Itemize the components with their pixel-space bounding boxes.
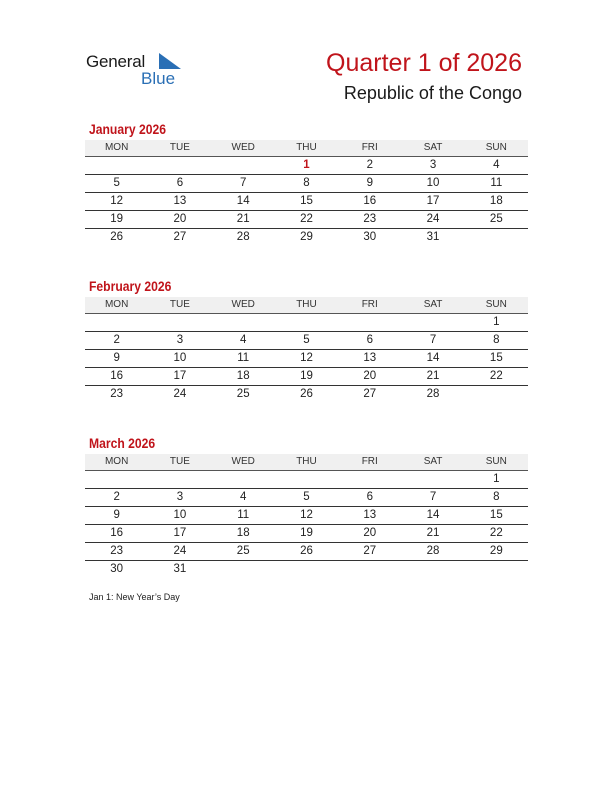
- empty-day-cell: [212, 561, 275, 578]
- weekday-label: MON: [104, 299, 129, 310]
- empty-day-cell: [465, 229, 528, 246]
- empty-day-cell: [401, 471, 464, 488]
- day-cell: 27: [173, 231, 187, 243]
- empty-day-cell: [148, 157, 211, 174]
- empty-day-cell: [338, 561, 401, 578]
- day-cell: 21: [426, 527, 440, 539]
- day-cell: 5: [303, 334, 310, 346]
- day-cell: 3: [176, 334, 184, 346]
- empty-day-cell: [275, 471, 338, 488]
- day-cell: 24: [426, 213, 440, 225]
- empty-day-cell: [85, 471, 148, 488]
- day-cell: 23: [363, 213, 377, 225]
- day-cell: 25: [236, 388, 250, 400]
- day-cell: 28: [236, 231, 250, 243]
- day-cell: 22: [489, 527, 503, 539]
- day-cell: 7: [429, 334, 437, 346]
- day-cell: 11: [490, 177, 503, 189]
- day-cell: 5: [303, 491, 310, 503]
- day-cell: 16: [110, 527, 124, 539]
- weekday-header-row: [85, 454, 528, 471]
- day-cell: 4: [240, 491, 247, 503]
- day-cell: 1: [493, 316, 500, 328]
- weekday-label: SUN: [485, 456, 507, 467]
- empty-day-cell: [148, 471, 211, 488]
- empty-day-cell: [212, 314, 275, 331]
- day-cell: 31: [426, 231, 440, 243]
- day-cell: 18: [236, 370, 250, 382]
- week-row: [85, 332, 528, 350]
- day-cell: 8: [303, 177, 310, 189]
- day-cell: 23: [110, 545, 124, 557]
- weekday-label: SUN: [485, 299, 507, 310]
- day-cell: 21: [426, 370, 440, 382]
- day-cell: 14: [236, 195, 250, 207]
- day-cell: 27: [363, 388, 377, 400]
- empty-day-cell: [338, 471, 401, 488]
- day-cell: 7: [429, 491, 437, 503]
- day-cell: 25: [489, 213, 503, 225]
- week-row: [85, 386, 528, 403]
- day-cell: 14: [426, 509, 440, 521]
- week-row: [85, 525, 528, 543]
- weekday-label: MON: [104, 142, 129, 153]
- week-row: [85, 211, 528, 229]
- day-cell: 8: [493, 491, 500, 503]
- empty-day-cell: [148, 314, 211, 331]
- day-cell: 29: [489, 545, 503, 557]
- day-cell: 16: [110, 370, 124, 382]
- logo-general-text: General: [86, 52, 146, 71]
- logo: [86, 50, 186, 90]
- day-cell: 25: [236, 545, 250, 557]
- weekday-label: FRI: [361, 456, 378, 467]
- week-row: [85, 471, 528, 489]
- weekday-label: MON: [104, 456, 129, 467]
- week-row: [85, 507, 528, 525]
- weekday-label: WED: [231, 456, 255, 467]
- page-title: Quarter 1 of 2026: [326, 49, 522, 77]
- day-cell: 18: [236, 527, 250, 539]
- empty-day-cell: [465, 561, 528, 578]
- day-cell: 16: [363, 195, 377, 207]
- day-cell: 12: [300, 352, 313, 364]
- weekday-label: TUE: [169, 456, 190, 467]
- day-cell: 15: [300, 195, 313, 207]
- day-cell: 27: [363, 545, 377, 557]
- day-cell: 19: [110, 213, 124, 225]
- week-row: [85, 350, 528, 368]
- day-cell: 28: [426, 388, 440, 400]
- weekday-label: TUE: [169, 142, 190, 153]
- holiday-footnote: Jan 1: New Year’s Day: [89, 592, 180, 602]
- empty-day-cell: [465, 386, 528, 403]
- logo-blue-text: Blue: [141, 69, 176, 88]
- empty-day-cell: [338, 314, 401, 331]
- day-cell: 5: [113, 177, 120, 189]
- weekday-label: FRI: [361, 299, 378, 310]
- weekday-header-row: [85, 297, 528, 314]
- week-row: [85, 157, 528, 175]
- day-cell: 8: [493, 334, 500, 346]
- day-cell: 3: [176, 491, 184, 503]
- day-cell: 4: [240, 334, 247, 346]
- day-cell: 31: [173, 563, 187, 575]
- day-cell: 21: [236, 213, 250, 225]
- day-cell: 15: [489, 509, 503, 521]
- day-cell: 18: [489, 195, 503, 207]
- day-cell: 17: [173, 527, 187, 539]
- weekday-label: WED: [231, 299, 255, 310]
- day-cell: 13: [363, 352, 377, 364]
- day-cell: 12: [300, 509, 313, 521]
- day-cell: 20: [363, 527, 377, 539]
- day-cell: 22: [300, 213, 313, 225]
- day-cell: 26: [300, 545, 313, 557]
- day-cell: 2: [366, 159, 373, 171]
- day-cell: 2: [113, 491, 120, 503]
- weekday-label: SAT: [423, 299, 443, 310]
- weekday-label: TUE: [169, 299, 190, 310]
- empty-day-cell: [275, 561, 338, 578]
- day-cell: 28: [426, 545, 440, 557]
- day-cell: 1: [493, 473, 500, 485]
- day-cell: 11: [237, 509, 250, 521]
- month-title: January 2026: [89, 122, 167, 137]
- month-block: [85, 435, 528, 578]
- day-cell: 6: [366, 491, 373, 503]
- week-row: [85, 489, 528, 507]
- empty-day-cell: [85, 157, 148, 174]
- empty-day-cell: [275, 314, 338, 331]
- month-block: [85, 121, 528, 246]
- day-cell: 13: [173, 195, 187, 207]
- day-cell: 6: [176, 177, 184, 189]
- week-row: [85, 368, 528, 386]
- weekday-label: THU: [296, 299, 317, 310]
- day-cell: 1: [303, 159, 310, 171]
- day-cell: 19: [300, 370, 313, 382]
- week-row: [85, 314, 528, 332]
- day-cell: 10: [173, 509, 187, 521]
- day-cell: 26: [300, 388, 313, 400]
- week-row: [85, 229, 528, 246]
- day-cell: 14: [426, 352, 440, 364]
- day-cell: 10: [426, 177, 440, 189]
- day-cell: 23: [110, 388, 124, 400]
- day-cell: 17: [173, 370, 187, 382]
- day-cell: 30: [110, 563, 124, 575]
- week-row: [85, 543, 528, 561]
- day-cell: 11: [237, 352, 250, 364]
- day-cell: 2: [113, 334, 120, 346]
- weekday-header-row: [85, 140, 528, 157]
- weekday-label: SUN: [485, 142, 507, 153]
- empty-day-cell: [401, 314, 464, 331]
- day-cell: 13: [363, 509, 377, 521]
- day-cell: 19: [300, 527, 313, 539]
- empty-day-cell: [212, 471, 275, 488]
- weekday-label: FRI: [361, 142, 378, 153]
- weekday-label: THU: [296, 142, 317, 153]
- day-cell: 4: [493, 159, 500, 171]
- day-cell: 9: [113, 509, 120, 521]
- empty-day-cell: [85, 314, 148, 331]
- weekday-label: SAT: [423, 456, 443, 467]
- weekday-label: SAT: [423, 142, 443, 153]
- week-row: [85, 193, 528, 211]
- day-cell: 26: [110, 231, 124, 243]
- day-cell: 17: [426, 195, 440, 207]
- day-cell: 9: [366, 177, 373, 189]
- day-cell: 9: [113, 352, 120, 364]
- empty-day-cell: [212, 157, 275, 174]
- day-cell: 6: [366, 334, 373, 346]
- weekday-label: WED: [231, 142, 255, 153]
- page-subtitle: Republic of the Congo: [343, 83, 522, 103]
- day-cell: 20: [173, 213, 187, 225]
- day-cell: 15: [489, 352, 503, 364]
- day-cell: 22: [489, 370, 503, 382]
- weekday-label: THU: [296, 456, 317, 467]
- day-cell: 24: [173, 388, 187, 400]
- day-cell: 29: [300, 231, 313, 243]
- month-title: February 2026: [89, 279, 172, 294]
- week-row: [85, 561, 528, 578]
- week-row: [85, 175, 528, 193]
- day-cell: 10: [173, 352, 187, 364]
- day-cell: 30: [363, 231, 377, 243]
- day-cell: 20: [363, 370, 377, 382]
- month-block: [85, 278, 528, 403]
- day-cell: 12: [110, 195, 124, 207]
- month-title: March 2026: [89, 436, 156, 451]
- empty-day-cell: [401, 561, 464, 578]
- day-cell: 24: [173, 545, 187, 557]
- day-cell: 7: [240, 177, 247, 189]
- day-cell: 3: [429, 159, 437, 171]
